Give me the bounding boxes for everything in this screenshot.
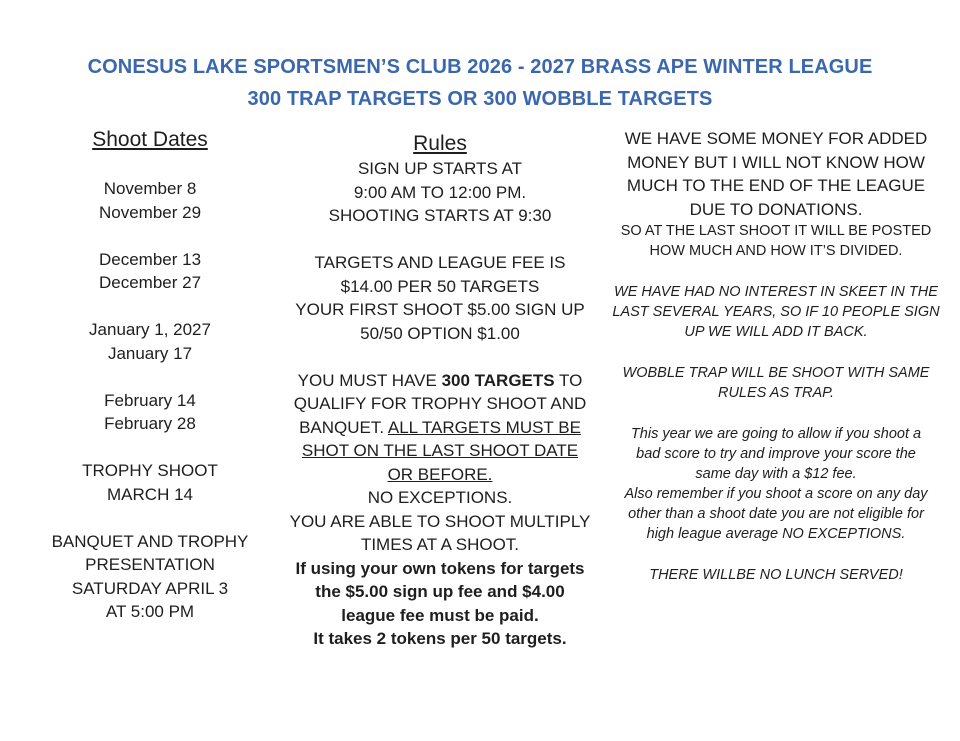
rules-column [280, 131, 600, 651]
shoot-dates-heading: Shoot Dates [92, 128, 208, 151]
shoot-date: January 17 [107, 343, 193, 363]
skeet-line: LAST SEVERAL YEARS, SO IF 10 PEOPLE SIGN [612, 304, 940, 320]
banquet-line: AT 5:00 PM [105, 602, 195, 621]
qualify-underlined: OR BEFORE. [387, 464, 493, 484]
qualify-line [280, 416, 600, 440]
banquet-line: BANQUET AND TROPHY [51, 531, 249, 551]
trophy-shoot-label: TROPHY SHOOT [82, 461, 218, 480]
reshoot-line: Also remember if you shoot a score on any day [624, 486, 928, 502]
posted-line: HOW MUCH AND HOW IT’S DIVIDED. [649, 243, 903, 259]
tokens-line: league fee must be paid. [341, 605, 539, 625]
reshoot-line: other than a shoot date you are not eligible for [628, 506, 924, 522]
multiply-line: YOU ARE ABLE TO SHOOT MULTIPLY [289, 511, 591, 531]
lunch-notice: THERE WILLBE NO LUNCH SERVED! [649, 567, 903, 583]
shoot-date: December 13 [98, 249, 202, 269]
signup-line: 9:00 AM TO 12:00 PM. [353, 182, 527, 202]
signup-line: SIGN UP STARTS AT [357, 159, 523, 178]
page-subtitle: 300 TRAP TARGETS OR 300 WOBBLE TARGETS [247, 88, 713, 110]
notes-column [608, 127, 944, 585]
money-line: DUE TO DONATIONS. [689, 199, 863, 219]
fee-line: 50/50 OPTION $1.00 [360, 323, 520, 343]
money-line: MUCH TO THE END OF THE LEAGUE [626, 176, 926, 195]
trophy-shoot-date: MARCH 14 [107, 484, 193, 504]
banquet-line: SATURDAY APRIL 3 [71, 578, 229, 598]
posted-line: SO AT THE LAST SHOOT IT WILL BE POSTED [620, 223, 932, 239]
shoot-date: February 14 [104, 390, 196, 410]
money-line: MONEY BUT I WILL NOT KNOW HOW [627, 152, 925, 172]
shoot-dates-column [40, 127, 260, 624]
reshoot-line: high league average NO EXCEPTIONS. [646, 526, 906, 542]
skeet-line: WE HAVE HAD NO INTEREST IN SKEET IN THE [614, 284, 938, 300]
fee-line: TARGETS AND LEAGUE FEE IS [314, 253, 566, 272]
skeet-line: UP WE WILL ADD IT BACK. [684, 324, 868, 340]
page-title: CONESUS LAKE SPORTSMEN’S CLUB 2026 - 2027 BRASS APE WINTER LEAGUE [87, 56, 873, 78]
shoot-date: January 1, 2027 [89, 320, 211, 339]
wobble-line: RULES AS TRAP. [717, 385, 835, 401]
fee-line: $14.00 PER 50 TARGETS [340, 276, 540, 296]
wobble-line: WOBBLE TRAP WILL BE SHOOT WITH SAME [622, 365, 930, 381]
qualify-target-count: 300 TARGETS [441, 370, 555, 390]
rules-heading: Rules [413, 132, 467, 155]
tokens-line: the $5.00 sign up fee and $4.00 [315, 582, 565, 601]
money-line: WE HAVE SOME MONEY FOR ADDED [624, 129, 928, 148]
qualify-line [280, 369, 600, 393]
no-exceptions: NO EXCEPTIONS. [367, 488, 513, 507]
qualify-line: QUALIFY FOR TROPHY SHOOT AND [293, 394, 587, 413]
shoot-date: November 8 [103, 179, 197, 198]
reshoot-line: bad score to try and improve your score the [636, 446, 916, 462]
banquet-line: PRESENTATION [85, 555, 215, 574]
tokens-line: If using your own tokens for targets [295, 558, 585, 578]
qualify-prefix: YOU MUST HAVE [297, 370, 442, 390]
reshoot-line: same day with a $12 fee. [695, 466, 857, 482]
reshoot-line: This year we are going to allow if you shoot a [630, 426, 922, 442]
qualify-underlined: SHOT ON THE LAST SHOOT DATE [301, 441, 579, 460]
shoot-date: December 27 [98, 273, 202, 292]
shoot-date: November 29 [98, 202, 202, 222]
multiply-line: TIMES AT A SHOOT. [360, 535, 520, 554]
shoot-date: February 28 [104, 414, 196, 433]
tokens-line: It takes 2 tokens per 50 targets. [313, 629, 567, 648]
qualify-plain: BANQUET. [299, 417, 388, 437]
qualify-suffix: TO [554, 370, 583, 390]
fee-line: YOUR FIRST SHOOT $5.00 SIGN UP [295, 300, 585, 319]
signup-line: SHOOTING STARTS AT 9:30 [328, 206, 552, 225]
qualify-underlined: ALL TARGETS MUST BE [387, 417, 581, 437]
